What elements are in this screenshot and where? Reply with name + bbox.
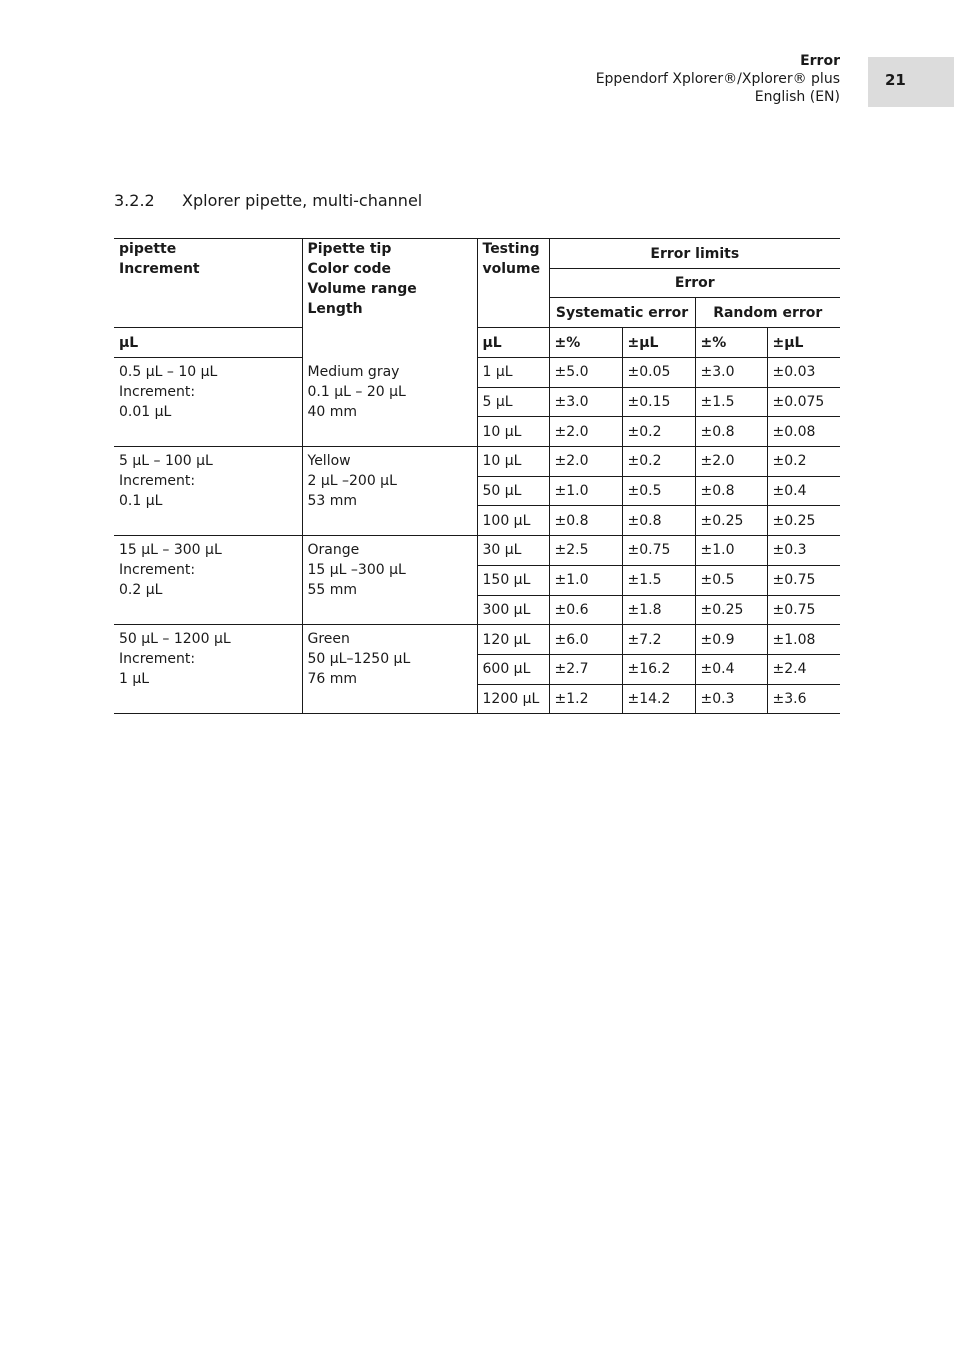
error-value-cell: ±1.5 xyxy=(695,387,767,417)
unit-header: ±% xyxy=(695,328,767,358)
testing-volume-cell: 30 µL xyxy=(477,536,549,566)
running-header xyxy=(596,52,840,106)
table-row xyxy=(114,536,840,566)
error-value-cell: ±1.0 xyxy=(549,476,622,506)
col-header-tip: Pipette tip Color code Volume range Length xyxy=(302,239,477,358)
error-value-cell: ±2.5 xyxy=(549,536,622,566)
error-value-cell: ±0.8 xyxy=(549,506,622,536)
error-value-cell: ±1.5 xyxy=(622,565,695,595)
error-value-cell: ±1.0 xyxy=(549,565,622,595)
testing-volume-cell: 5 µL xyxy=(477,387,549,417)
col-header-testing-volume: Testing volume xyxy=(477,239,549,328)
error-value-cell: ±0.8 xyxy=(622,506,695,536)
testing-volume-cell: 300 µL xyxy=(477,595,549,625)
error-value-cell: ±0.3 xyxy=(695,684,767,714)
error-value-cell: ±3.0 xyxy=(549,387,622,417)
pipette-tip-cell: Medium gray 0.1 µL – 20 µL 40 mm xyxy=(302,358,477,447)
error-value-cell: ±3.6 xyxy=(767,684,840,714)
pipette-range-cell: 50 µL – 1200 µL Increment: 1 µL xyxy=(114,625,302,714)
page-number-tab xyxy=(868,57,954,107)
unit-header: µL xyxy=(477,328,549,358)
error-value-cell: ±0.08 xyxy=(767,417,840,447)
pipette-tip-cell: Yellow 2 µL –200 µL 53 mm xyxy=(302,447,477,536)
error-value-cell: ±5.0 xyxy=(549,358,622,388)
testing-volume-cell: 10 µL xyxy=(477,417,549,447)
testing-volume-cell: 100 µL xyxy=(477,506,549,536)
col-header-pipette: pipette Increment xyxy=(114,239,302,328)
error-value-cell: ±0.25 xyxy=(767,506,840,536)
error-value-cell: ±7.2 xyxy=(622,625,695,655)
error-value-cell: ±0.075 xyxy=(767,387,840,417)
table-row xyxy=(114,625,840,655)
error-value-cell: ±0.2 xyxy=(767,447,840,477)
error-value-cell: ±0.5 xyxy=(695,565,767,595)
error-value-cell: ±0.2 xyxy=(622,447,695,477)
error-value-cell: ±0.9 xyxy=(695,625,767,655)
pipette-range-cell: 0.5 µL – 10 µL Increment: 0.01 µL xyxy=(119,364,218,420)
error-value-cell: ±1.0 xyxy=(695,536,767,566)
error-value-cell: ±1.2 xyxy=(549,684,622,714)
section-number: 3.2.2 xyxy=(114,191,155,210)
error-value-cell: ±0.75 xyxy=(622,536,695,566)
unit-header: ±µL xyxy=(767,328,840,358)
error-value-cell: ±1.8 xyxy=(622,595,695,625)
error-value-cell: ±0.8 xyxy=(695,417,767,447)
error-value-cell: ±1.08 xyxy=(767,625,840,655)
testing-volume-cell: 10 µL xyxy=(477,447,549,477)
section-title: Xplorer pipette, multi-channel xyxy=(182,191,423,210)
error-value-cell: ±0.03 xyxy=(767,358,840,388)
pipette-range-cell: 15 µL – 300 µL Increment: 0.2 µL xyxy=(114,536,302,625)
error-value-cell: ±0.25 xyxy=(695,506,767,536)
unit-header: ±% xyxy=(549,328,622,358)
error-value-cell: ±14.2 xyxy=(622,684,695,714)
error-value-cell: ±0.05 xyxy=(622,358,695,388)
header-product: Eppendorf Xplorer®/Xplorer® plus xyxy=(595,71,840,87)
unit-header: µL xyxy=(114,328,302,358)
error-value-cell: ±0.4 xyxy=(767,476,840,506)
table-row xyxy=(114,447,840,477)
col-header-error: Error xyxy=(549,269,840,298)
section-heading xyxy=(114,191,422,210)
error-value-cell: ±3.0 xyxy=(695,358,767,388)
table-body xyxy=(114,358,840,714)
error-value-cell: ±2.0 xyxy=(549,417,622,447)
error-value-cell: ±0.2 xyxy=(622,417,695,447)
header-title: Error xyxy=(800,53,840,69)
error-value-cell: ±0.6 xyxy=(549,595,622,625)
error-value-cell: ±2.4 xyxy=(767,654,840,684)
testing-volume-cell: 50 µL xyxy=(477,476,549,506)
testing-volume-cell: 120 µL xyxy=(477,625,549,655)
error-value-cell: ±0.8 xyxy=(695,476,767,506)
error-value-cell: ±16.2 xyxy=(622,654,695,684)
error-limits-table xyxy=(114,238,840,714)
error-value-cell: ±2.0 xyxy=(695,447,767,477)
col-header-error-limits: Error limits xyxy=(549,239,840,269)
pipette-range-cell: 5 µL – 100 µL Increment: 0.1 µL xyxy=(114,447,302,536)
table-row xyxy=(114,358,840,388)
col-header-systematic-error: Systematic error xyxy=(549,298,695,328)
testing-volume-cell: 600 µL xyxy=(477,654,549,684)
page-number: 21 xyxy=(885,71,906,89)
testing-volume-cell: 1 µL xyxy=(477,358,549,388)
error-value-cell: ±0.75 xyxy=(767,595,840,625)
testing-volume-cell: 1200 µL xyxy=(477,684,549,714)
col-header-random-error: Random error xyxy=(695,298,840,328)
pipette-tip-cell: Orange 15 µL –300 µL 55 mm xyxy=(302,536,477,625)
pipette-tip-cell: Green 50 µL–1250 µL 76 mm xyxy=(302,625,477,714)
error-value-cell: ±2.7 xyxy=(549,654,622,684)
testing-volume-cell: 150 µL xyxy=(477,565,549,595)
error-value-cell: ±2.0 xyxy=(549,447,622,477)
error-value-cell: ±0.75 xyxy=(767,565,840,595)
error-value-cell: ±6.0 xyxy=(549,625,622,655)
error-value-cell: ±0.25 xyxy=(695,595,767,625)
error-value-cell: ±0.3 xyxy=(767,536,840,566)
header-language: English (EN) xyxy=(754,89,840,105)
error-value-cell: ±0.15 xyxy=(622,387,695,417)
unit-header: ±µL xyxy=(622,328,695,358)
error-value-cell: ±0.5 xyxy=(622,476,695,506)
error-value-cell: ±0.4 xyxy=(695,654,767,684)
